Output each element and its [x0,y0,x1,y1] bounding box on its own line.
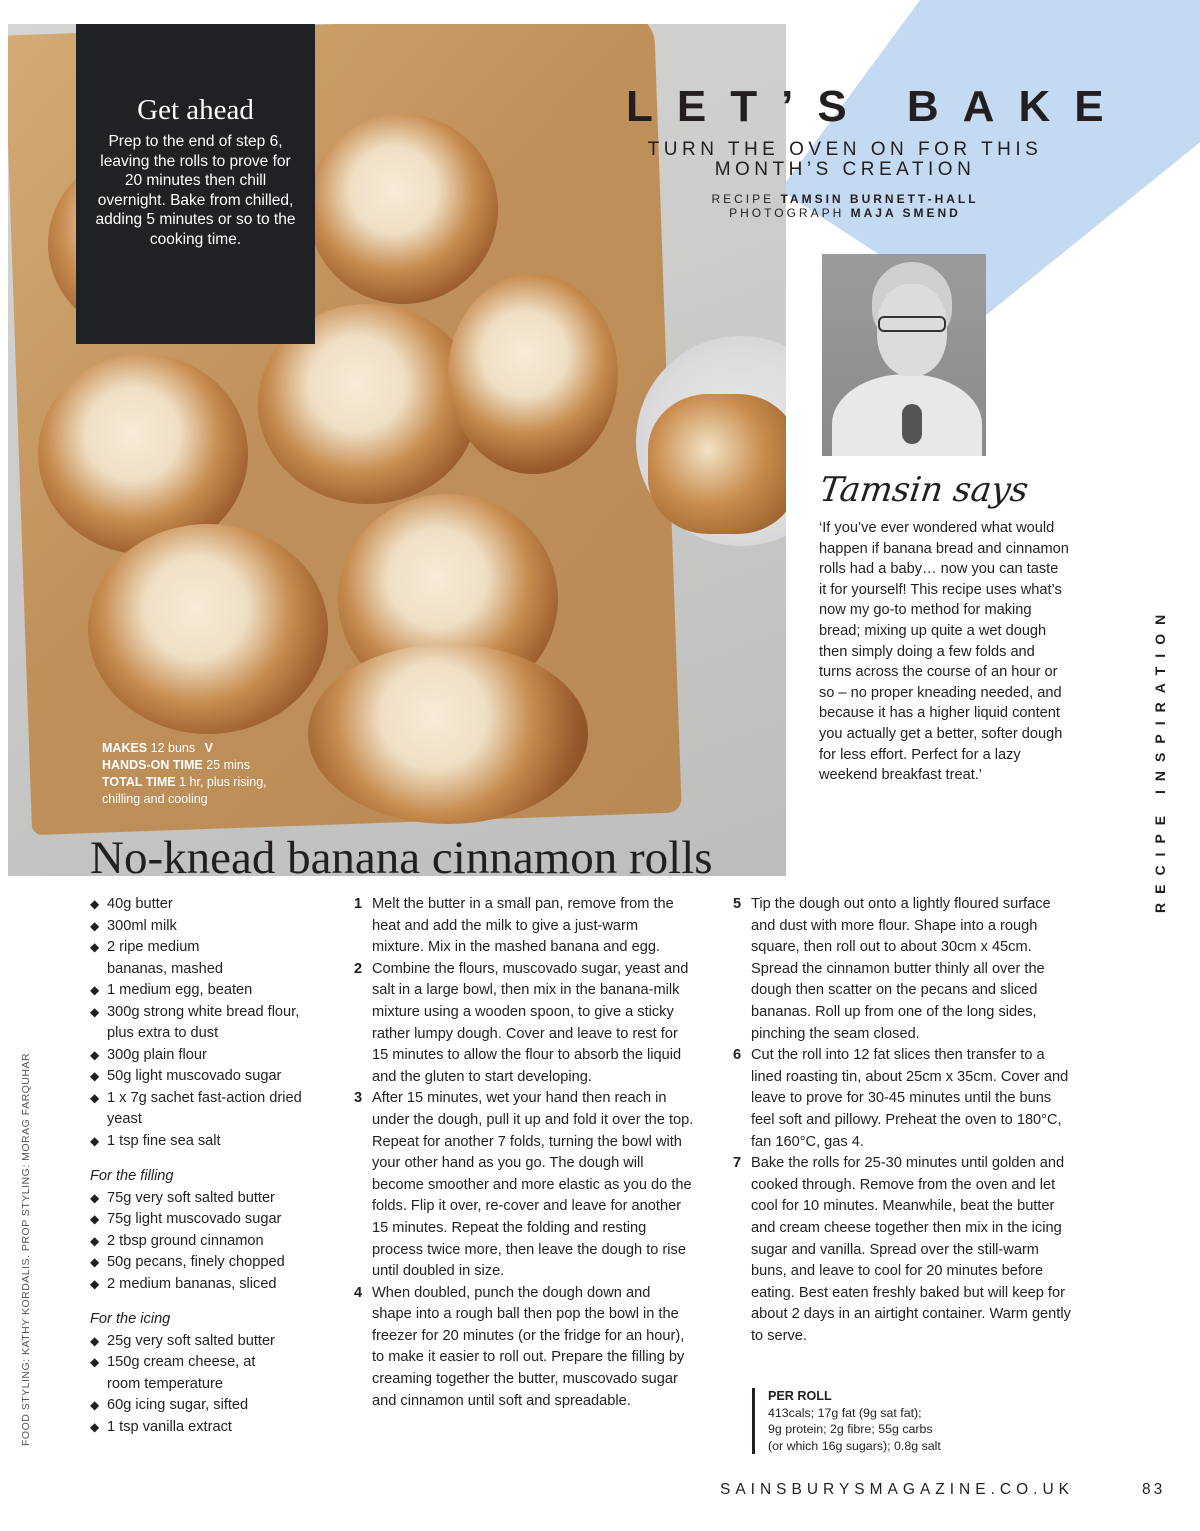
method-step [354,959,694,1089]
page-number: 83 [1142,1481,1166,1498]
step-text: Cut the roll into 12 fat slices then transfer to a lined roasting tin, about 25cm x 35cm. Cover and leave to prove for 30-45 minutes until the buns feel soft and pillowy. Preheat the oven to 180°C, fan 160°C, gas 4. [751,1047,1069,1150]
plated-bun [648,394,786,534]
ingredient-item: ◆ 50g light muscovado sugar [90,1066,330,1088]
ingredient-item: ◆ 40g butter [90,894,330,916]
method-step [733,1045,1073,1153]
step-number: 7 [733,1155,742,1172]
recipe-meta [102,740,292,808]
step-text: Bake the rolls for 25-30 minutes until golden and cooked through. Remove from the oven and let cool for 10 minutes. Meanwhile, beat the butter and cream cheese together then mix in the icing sugar and vanilla. Spread over the still-warm buns, and leave to cool for 20 minutes before eating. Best eaten freshly baked but will keep for about 2 days in an airtight container. Warm gently to serve. [751,1155,1071,1344]
footer-url[interactable]: SAINSBURYSMAGAZINE.CO.UK [720,1481,1074,1498]
cinnamon-bun [448,274,618,474]
step-number: 2 [354,960,363,977]
photograph-label: PHOTOGRAPH [729,206,845,220]
recipe-inspiration-label: RECIPE INSPIRATION [1152,605,1168,913]
step-number: 4 [354,1284,363,1301]
recipe-title: No-knead banana cinnamon rolls [90,832,713,884]
ingredient-item: ◆ 1 medium egg, beaten [90,980,330,1002]
ingredient-item: ◆ 1 tsp vanilla extract [90,1417,330,1439]
section-heading: LET’S BAKE [626,82,1128,131]
step-number: 3 [354,1090,363,1107]
recipe-author: TAMSIN BURNETT-HALL [780,192,979,206]
ingredient-item: ◆ 300g plain flour [90,1045,330,1067]
step-text: After 15 minutes, wet your hand then reach in under the dough, pull it up and fold it over the top. Repeat for another 7 folds, turning the bowl with your other hand as you go. The dough will become smoother and more elastic as you do the folds. Flip it over, re-cover and leave for another 15 minutes. Repeat the folding and resting process twice more, then leave the dough to rise until doubled in size. [372,1090,694,1280]
step-text: When doubled, punch the dough down and shape into a rough ball then pop the bowl in the freezer for 20 minutes (or the fridge for an hour), to make it easier to roll out. Prepare the filling by creaming together the butter, muscovado sugar and cinnamon until soft and spreadable. [372,1284,685,1409]
get-ahead-title: Get ahead [137,94,254,126]
recipe-credits [620,192,1070,220]
ingredient-item: ◆ 150g cream cheese, at room temperature [90,1352,287,1395]
method-step [733,1153,1073,1347]
get-ahead-body: Prep to the end of step 6, leaving the rolls to prove for 20 minutes then chill overnight. Bake from chilled, adding 5 minutes or so to the cooking time. [95,133,296,248]
nutrition-line: 9g protein; 2g fibre; 55g carbs [768,1422,933,1437]
total-time-label: TOTAL TIME [102,775,176,789]
step-number: 1 [354,896,363,912]
ingredient-item: ◆ 1 x 7g sachet fast-action dried yeast [90,1088,307,1131]
method-column-2 [733,894,1073,1347]
method-step [354,894,694,959]
makes-value: 12 buns [150,741,196,755]
ingredient-item: ◆ 60g icing sugar, sifted [90,1395,330,1417]
nutrition-heading: PER ROLL [768,1389,832,1403]
nutrition-line: 413cals; 17g fat (9g sat fat); [768,1405,922,1420]
cinnamon-bun [308,644,588,824]
tamsin-says-signature: Tamsin says [817,470,1031,510]
section-subtitle: TURN THE OVEN ON FOR THIS MONTH’S CREATION [647,139,1043,180]
ingredients-list [90,894,330,1438]
nutrition-box [752,1388,998,1454]
step-text: Melt the butter in a small pan, remove from the heat and add the milk to give a just-warm mixture. Mix in the mashed banana and egg. [372,896,674,956]
hands-on-value: 25 mins [206,758,250,772]
nutrition-line: (or which 16g sugars); 0.8g salt [768,1438,941,1453]
total-time-value: 1 hr, plus rising, chilling and cooling [102,775,267,806]
step-number: 5 [733,896,742,912]
ingredient-item: ◆ 2 medium bananas, sliced [90,1274,330,1296]
step-number: 6 [733,1047,742,1064]
ingredient-item: ◆ 300g strong white bread flour, plus extra to dust [90,1002,317,1045]
ingredient-item: ◆ 300ml milk [90,916,330,938]
ingredient-item: ◆ 75g light muscovado sugar [90,1209,330,1231]
cinnamon-bun [308,114,498,304]
step-text: Combine the flours, muscovado sugar, yeast and salt in a large bowl, then mix in the banana-milk mixture using a wooden spoon, to give a sticky rather lumpy dough. Cover and leave to rest for 15 minutes to allow the flour to absorb the liquid and the gluten to start developing. [372,960,689,1085]
ingredient-item: ◆ 50g pecans, finely chopped [90,1252,330,1274]
hands-on-label: HANDS-ON TIME [102,758,203,772]
filling-heading: For the filling [90,1168,174,1184]
photograph-author: MAJA SMEND [850,206,961,220]
method-step [354,1283,694,1413]
method-column-1 [354,894,694,1412]
styling-credits: FOOD STYLING: KATHY KORDALIS. PROP STYLING: MORAG FARQUHAR [20,1052,32,1446]
ingredient-item: ◆ 75g very soft salted butter [90,1188,330,1210]
vegetarian-badge: V [204,741,213,755]
makes-label: MAKES [102,741,148,755]
method-step [733,894,1073,1045]
recipe-label: RECIPE [711,192,775,206]
author-quote: ‘If you’ve ever wondered what would happen if banana bread and cinnamon rolls had a baby… now you can taste it for yourself! This recipe uses what’s now my go-to method for making bread; mixing up quite a wet dough then simply doing a few folds and turns across the course of an hour or so – no proper kneading needed, and because it has a higher liquid content you actually get a better, softer dough for less effort. Perfect for a lazy weekend breakfast treat.’ [819,520,1069,784]
ingredient-item: ◆ 2 tbsp ground cinnamon [90,1231,330,1253]
cinnamon-bun [88,524,328,734]
get-ahead-box [76,24,315,344]
method-step [354,1088,694,1282]
ingredient-item: ◆ 25g very soft salted butter [90,1331,330,1353]
step-text: Tip the dough out onto a lightly floured surface and dust with more flour. Shape into a rough square, then roll out to about 30cm x 45cm. Spread the cinnamon butter thinly all over the dough then scatter on the pecans and sliced bananas. Roll up from one of the long sides, pinching the seam closed. [751,896,1051,1042]
icing-heading: For the icing [90,1311,171,1327]
author-portrait [822,254,986,456]
ingredient-item: ◆ 2 ripe medium bananas, mashed [90,937,247,980]
ingredient-item: ◆ 1 tsp fine sea salt [90,1131,330,1153]
